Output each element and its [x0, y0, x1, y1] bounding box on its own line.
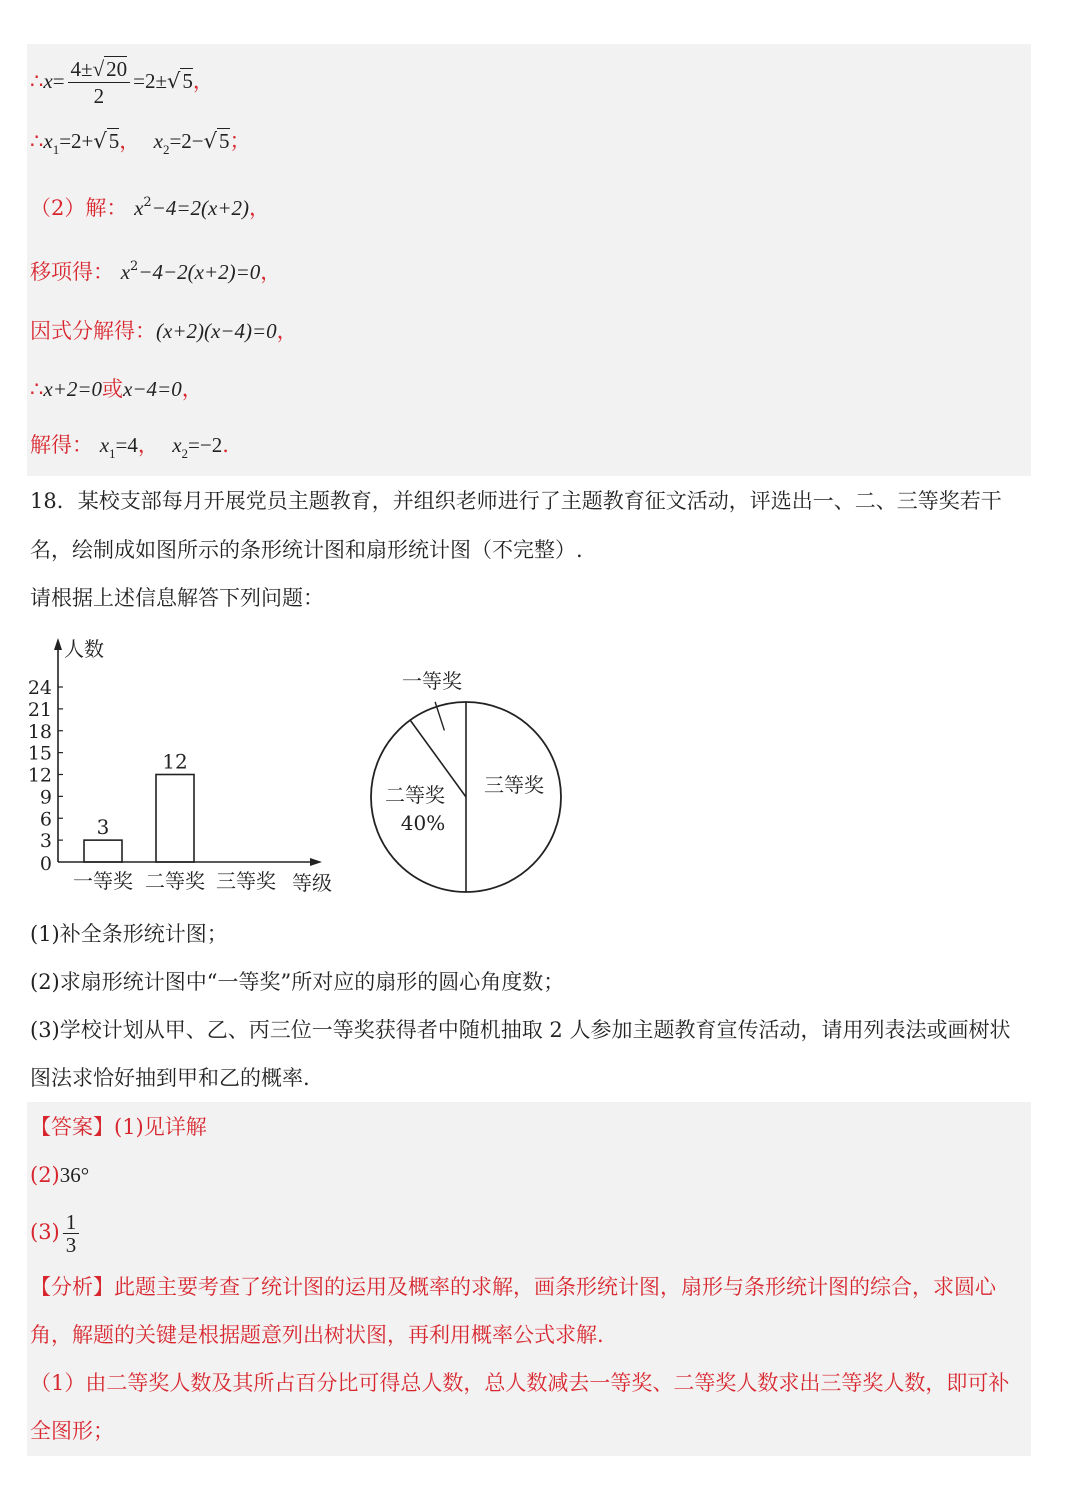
pie-label-third: 三等奖: [484, 773, 544, 797]
y-tick-label: 24: [28, 677, 52, 699]
pie-label-first: 一等奖: [402, 669, 462, 693]
solution-line-7: 解得： $x_1=4$， $x_2=-2$.: [30, 433, 229, 461]
pie-pct-second: 40%: [400, 811, 446, 835]
fraction: $\frac{4\pm√20}{2}$: [68, 56, 131, 109]
x-tick-label: 一等奖: [73, 869, 133, 893]
subquestion-3-line-2: 图法求恰好抽到甲和乙的概率.: [30, 1066, 310, 1090]
question-line-1: 18．某校支部每月开展党员主题教育，并组织老师进行了主题教育征文活动，评选出一、二、三等奖若干: [30, 489, 1002, 513]
y-tick-label: 6: [39, 808, 52, 831]
y-tick-label: 21: [28, 698, 52, 721]
x-axis-arrow: [310, 858, 322, 866]
y-axis-label: 人数: [64, 637, 104, 661]
x-tick-label: 二等奖: [145, 869, 205, 893]
analysis-step-1-line-2: 全图形；: [30, 1419, 114, 1443]
x-tick-label: 三等奖: [216, 869, 276, 893]
solution-line-3: （2）解： $x^2-4=2(x+2)$，: [30, 195, 270, 220]
answer-line-3: (3) $\frac{1}{3}$: [30, 1204, 82, 1260]
solution-line-4: 移项得： $x^2-4-2(x+2)=0$，: [30, 259, 282, 284]
bar-value-label: 12: [162, 749, 188, 774]
y-tick-label: 9: [39, 786, 52, 809]
analysis-line-1: 【分析】此题主要考查了统计图的运用及概率的求解，画条形统计图，扇形与条形统计图的综合，求圆心: [30, 1275, 996, 1299]
subquestion-2: (2)求扇形统计图中“一等奖”所对应的扇形的圆心角度数；: [30, 970, 565, 994]
y-tick-label: 12: [28, 764, 52, 787]
answer-line-1: 【答案】(1)见详解: [30, 1115, 207, 1139]
pie-chart: [356, 662, 596, 902]
solution-line-1: ∴x= $\frac{4\pm√20}{2}$ =2±√5，: [30, 57, 214, 108]
subquestion-1: (1)补全条形统计图；: [30, 922, 228, 946]
analysis-step-1-line-1: （1）由二等奖人数及其所占百分比可得总人数，总人数减去一等奖、二等奖人数求出三等奖人数，即可补: [30, 1371, 1010, 1395]
solution-line-5: 因式分解得：(x+2)(x−4)=0，: [30, 319, 298, 343]
solution-line-6: ∴x+2=0或x−4=0，: [30, 377, 203, 401]
bar: [156, 775, 194, 863]
x-axis-label: 等级: [292, 871, 332, 895]
y-tick-label: 15: [28, 742, 52, 765]
probability-fraction: $\frac{1}{3}$: [63, 1211, 80, 1256]
pie-label-second: 二等奖: [385, 783, 445, 807]
bar-chart: [28, 632, 348, 902]
answer-line-2: (2)36°: [30, 1163, 90, 1187]
subquestion-3-line-1: (3)学校计划从甲、乙、丙三位一等奖获得者中随机抽取 2 人参加主题教育宣传活动，请用列表法或画树状: [30, 1018, 1011, 1042]
y-tick-label: 3: [39, 830, 52, 853]
y-tick-label: 0: [39, 853, 52, 875]
question-line-3: 请根据上述信息解答下列问题：: [30, 586, 324, 610]
solution-line-2: $\therefore x_1=2+√5$， $x_2=2-√5$；: [30, 129, 251, 157]
y-axis-arrow: [54, 638, 62, 650]
question-line-2: 名，绘制成如图所示的条形统计图和扇形统计图（不完整）.: [30, 538, 583, 562]
analysis-line-2: 角，解题的关键是根据题意列出树状图，再利用概率公式求解.: [30, 1323, 604, 1347]
y-tick-label: 18: [28, 720, 52, 743]
bar-value-label: 3: [96, 815, 110, 840]
bar: [84, 840, 122, 862]
